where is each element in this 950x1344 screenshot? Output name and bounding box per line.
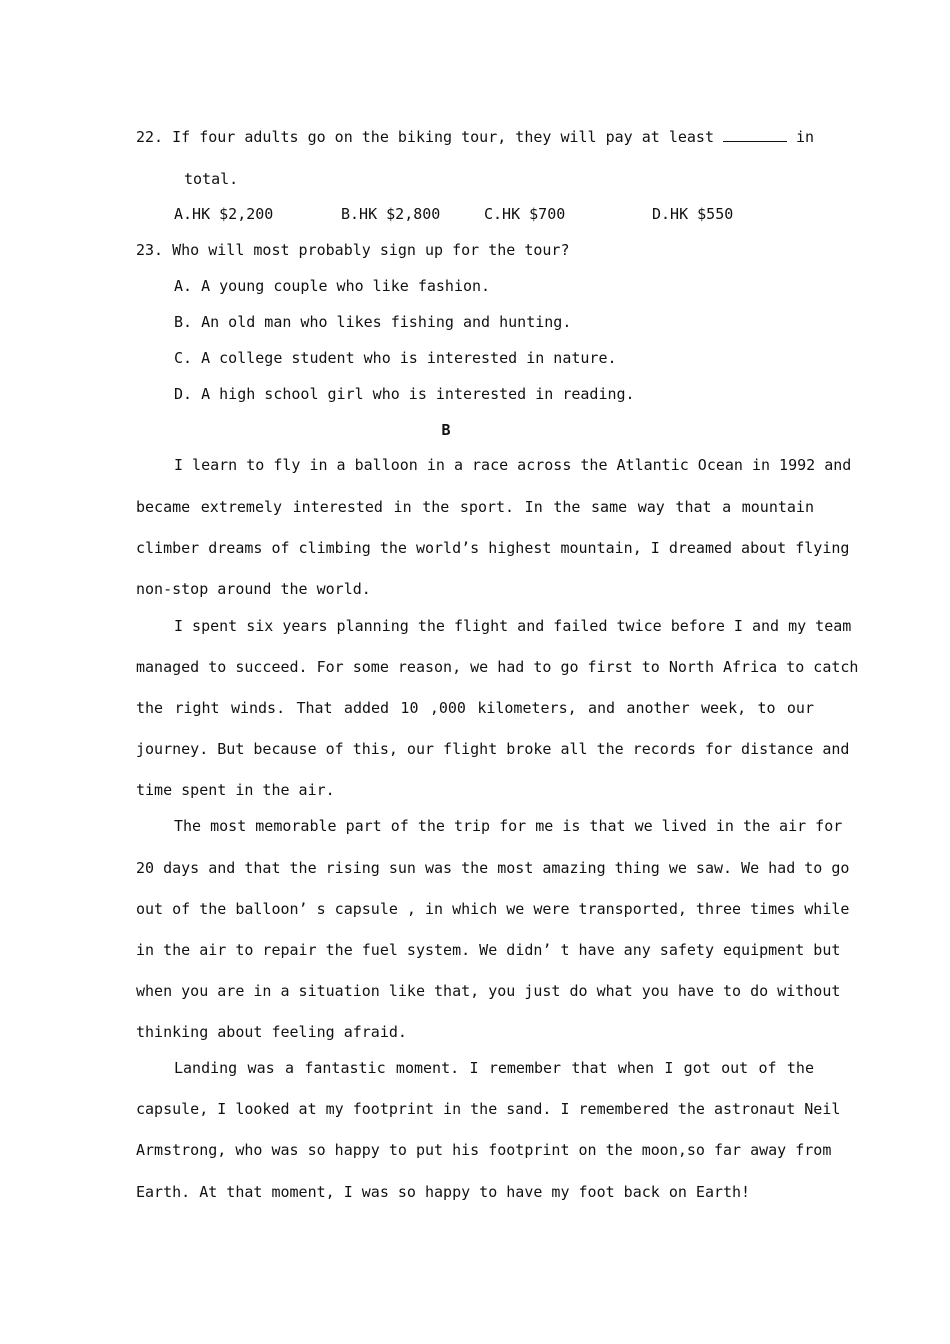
section-heading: B bbox=[441, 421, 451, 439]
paragraph-3-line: thinking about feeling afraid. bbox=[136, 1023, 407, 1041]
question-23-text: 23. Who will most probably sign up for the tour? bbox=[136, 241, 570, 259]
paragraph-1-line: I learn to fly in a balloon in a race across the Atlantic Ocean in 1992 and bbox=[174, 456, 852, 474]
question-22-option-d: D.HK $550 bbox=[652, 205, 734, 223]
paragraph-3-line: 20 days and that the rising sun was the most amazing thing we saw. We had to go bbox=[136, 859, 850, 877]
paragraph-3-line: in the air to repair the fuel system. We didn’ t have any safety equipment but bbox=[136, 941, 841, 959]
paragraph-4-line: Earth. At that moment, I was so happy to have my foot back on Earth! bbox=[136, 1183, 751, 1201]
paragraph-3-line: when you are in a situation like that, you just do what you have to do without bbox=[136, 982, 841, 1000]
question-22-option-a: A.HK $2,200 bbox=[174, 205, 274, 223]
question-22-option-b: B.HK $2,800 bbox=[341, 205, 441, 223]
paragraph-3-line: The most memorable part of the trip for me is that we lived in the air for bbox=[174, 817, 843, 835]
question-22-line-2: total. bbox=[184, 170, 239, 188]
paragraph-3-line: out of the balloon’ s capsule , in which we were transported, three times while bbox=[136, 900, 850, 918]
paragraph-2-line: the right winds. That added 10 ,000 kilometers, and another week, to our bbox=[136, 699, 814, 717]
paragraph-1-line: non-stop around the world. bbox=[136, 580, 371, 598]
paragraph-4-line: Landing was a fantastic moment. I remember that when I got out of the bbox=[174, 1059, 814, 1077]
question-23-option-b: B. An old man who likes fishing and hunting. bbox=[174, 313, 572, 331]
question-22-text-end: in bbox=[796, 128, 815, 146]
paragraph-2-line: I spent six years planning the flight and failed twice before I and my team bbox=[174, 617, 852, 635]
paragraph-2-line: managed to succeed. For some reason, we had to go first to North Africa to catch bbox=[136, 658, 859, 676]
answer-blank bbox=[723, 127, 787, 142]
paragraph-1-line: became extremely interested in the sport. In the same way that a mountain bbox=[136, 498, 814, 516]
question-22-text: 22. If four adults go on the biking tour, they will pay at least bbox=[136, 128, 714, 146]
question-22-option-c: C.HK $700 bbox=[484, 205, 566, 223]
paragraph-2-line: time spent in the air. bbox=[136, 781, 335, 799]
question-23-option-d: D. A high school girl who is interested in reading. bbox=[174, 385, 635, 403]
paragraph-2-line: journey. But because of this, our flight broke all the records for distance and bbox=[136, 740, 850, 758]
question-22-line-1 bbox=[136, 127, 814, 147]
paragraph-1-line: climber dreams of climbing the world’s highest mountain, I dreamed about flying bbox=[136, 539, 850, 557]
paragraph-4-line: Armstrong, who was so happy to put his footprint on the moon,so far away from bbox=[136, 1141, 832, 1159]
question-23-option-c: C. A college student who is interested in nature. bbox=[174, 349, 617, 367]
question-23-option-a: A. A young couple who like fashion. bbox=[174, 277, 491, 295]
paragraph-4-line: capsule, I looked at my footprint in the sand. I remembered the astronaut Neil bbox=[136, 1100, 841, 1118]
